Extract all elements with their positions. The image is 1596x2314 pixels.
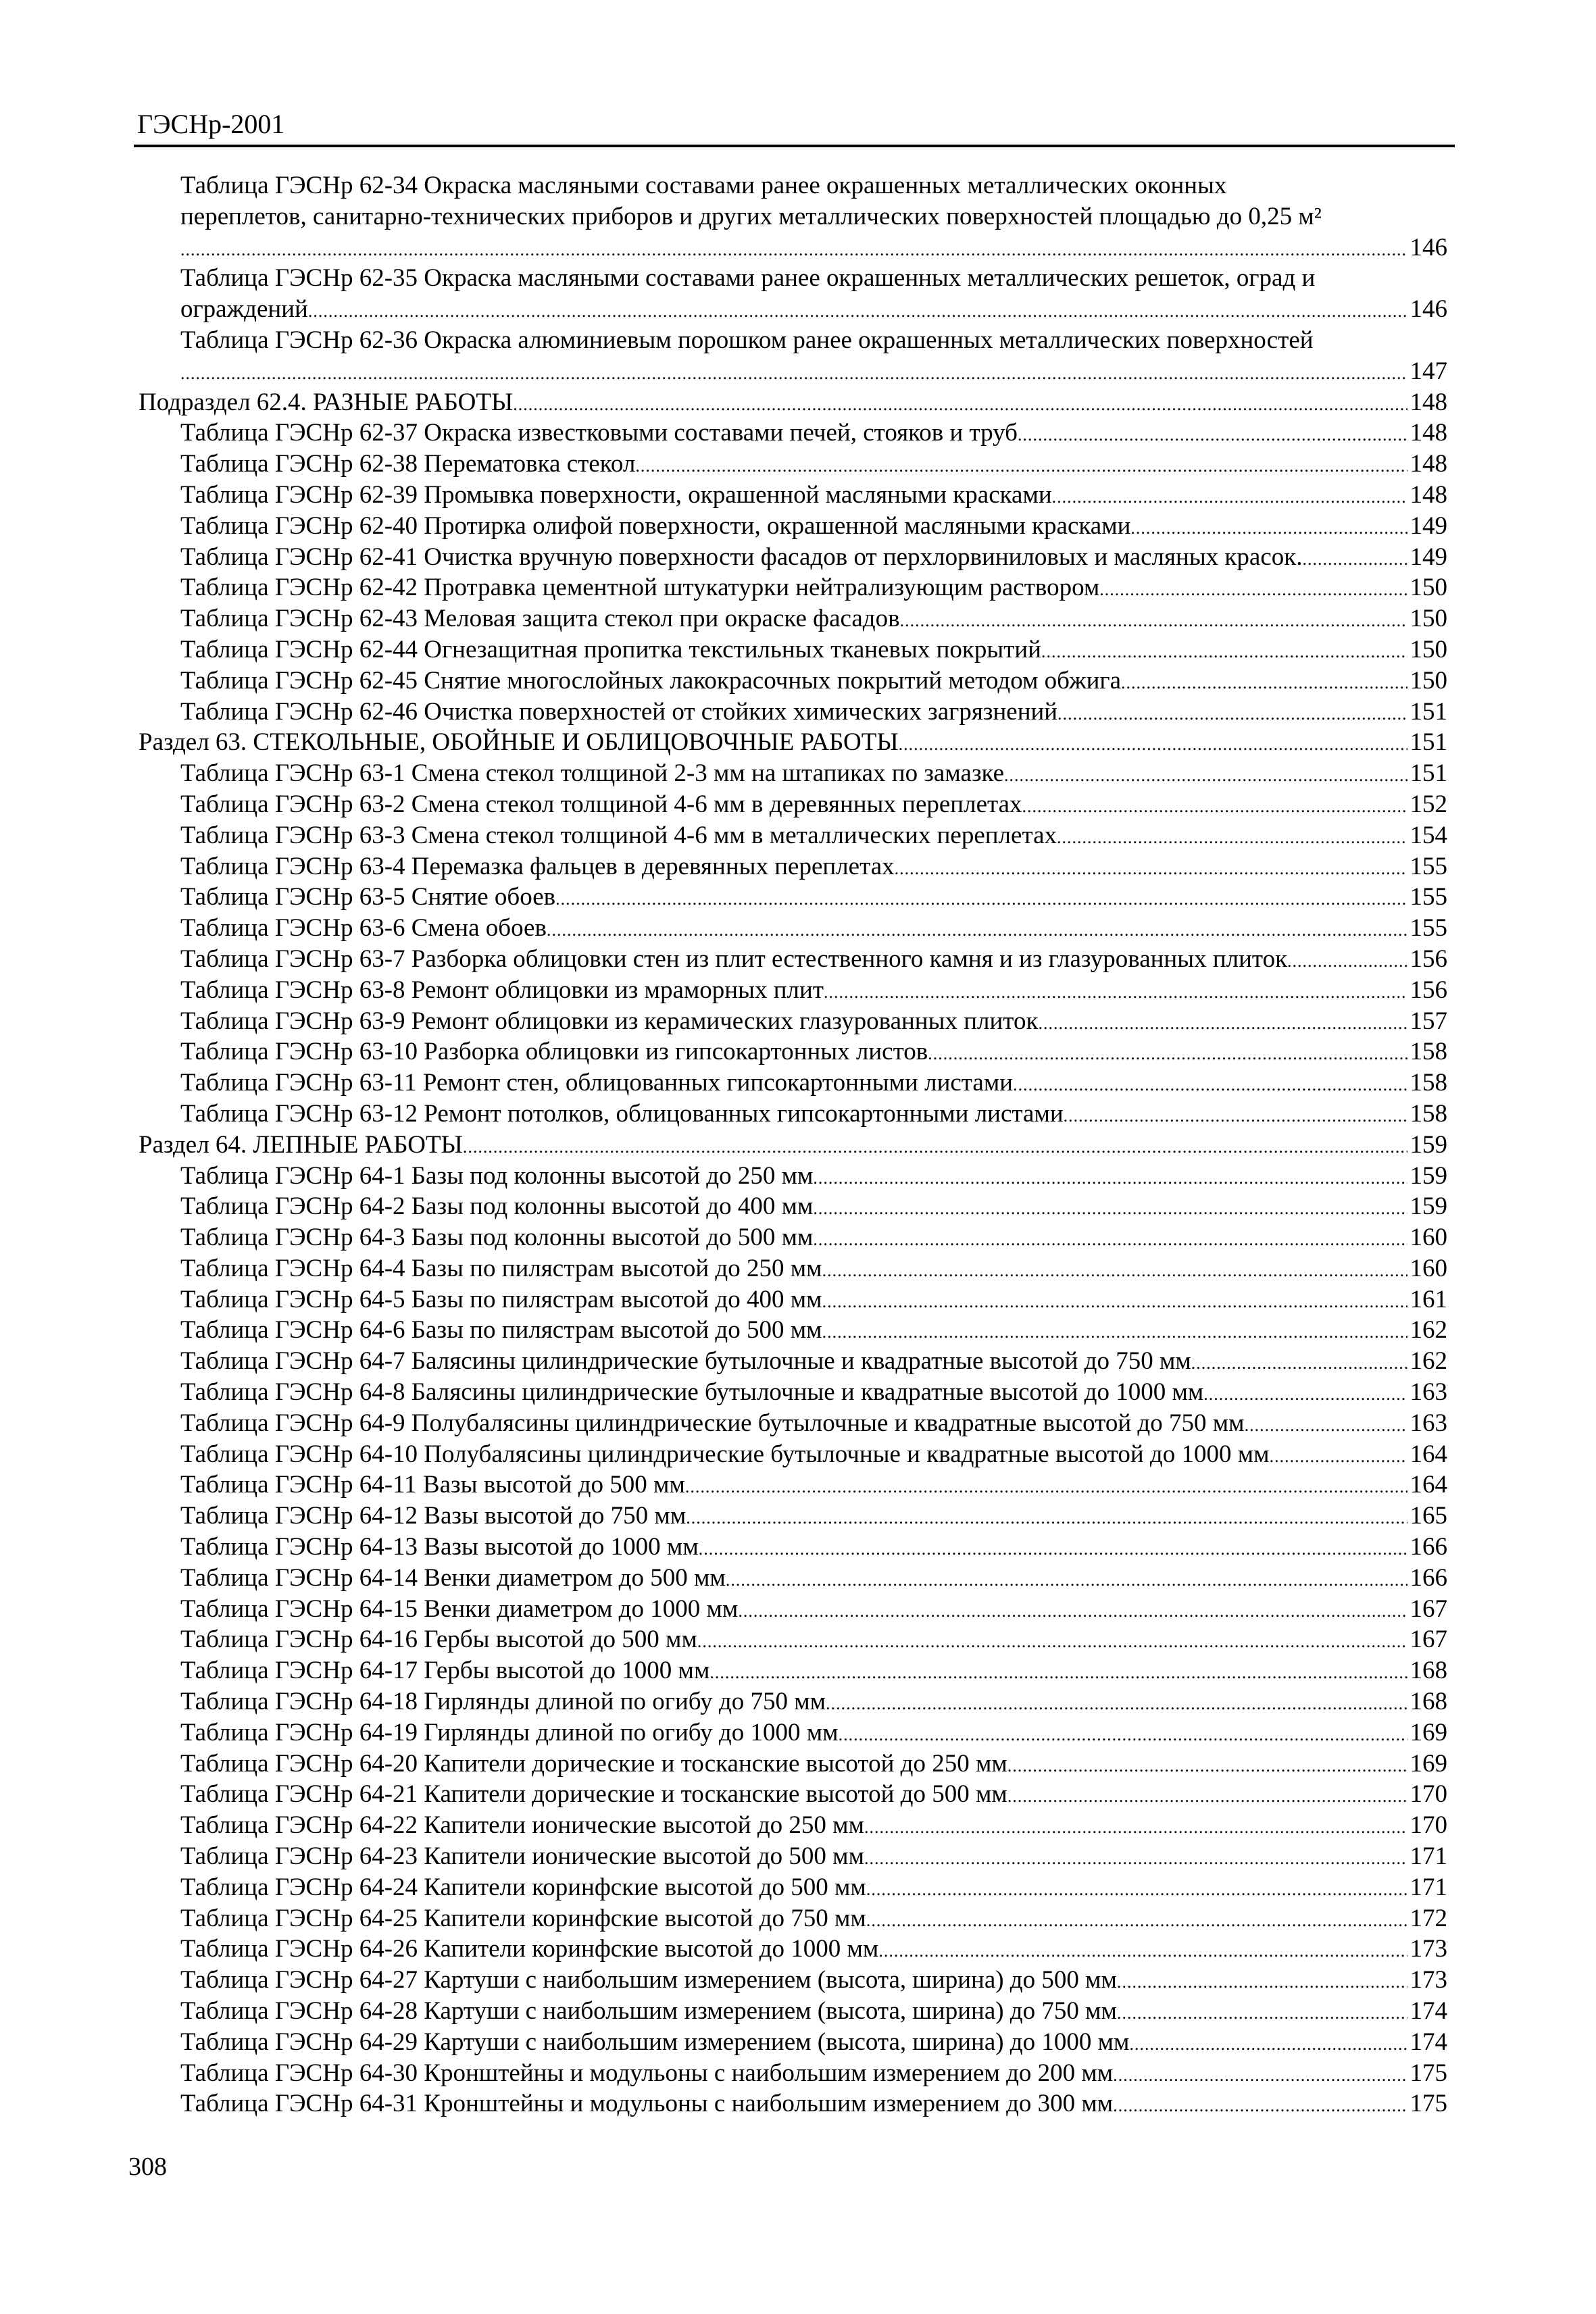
toc-entry-title: Таблица ГЭСНр 63-6 Смена обоев [180, 914, 547, 942]
toc-table-entry[interactable] [139, 1563, 1447, 1594]
toc-table-entry[interactable] [139, 1161, 1447, 1192]
toc-page-number: 170 [1410, 1780, 1447, 1809]
toc-table-entry[interactable] [139, 1779, 1447, 1810]
dot-leader [738, 1596, 1407, 1627]
toc-table-entry[interactable] [139, 789, 1447, 820]
toc-page-number: 166 [1410, 1563, 1447, 1592]
dot-leader [463, 1132, 1407, 1163]
toc-section-entry[interactable] [139, 1130, 1447, 1161]
toc-entry-title: Таблица ГЭСНр 64-7 Балясины цилиндрические бутылочные и квадратные высотой до 750 мм [180, 1347, 1191, 1376]
toc-table-entry[interactable] [139, 1686, 1447, 1717]
dot-leader [864, 1812, 1407, 1843]
dot-leader [1203, 1379, 1407, 1410]
toc-entry-title: Таблица ГЭСНр 62-45 Снятие многослойных лакокрасочных покрытий методом обжига [180, 666, 1122, 695]
toc-entry-title: Таблица ГЭСНр 64-26 Капители коринфские высотой до 1000 мм [180, 1935, 879, 1963]
toc-entry-title: Таблица ГЭСНр 62-46 Очистка поверхностей от стойких химических загрязнений [180, 697, 1058, 726]
toc-table-entry[interactable] [139, 1346, 1447, 1377]
toc-entry-title: ограждений [180, 295, 308, 324]
toc-page-number: 148 [1410, 419, 1447, 447]
dot-leader [1117, 1998, 1407, 2029]
dot-leader [864, 1843, 1407, 1874]
dot-leader [866, 1905, 1407, 1936]
toc-table-entry[interactable] [139, 1655, 1447, 1686]
toc-page-number: 150 [1410, 666, 1447, 695]
toc-entry-title: Таблица ГЭСНр 64-1 Базы под колонны высотой до 250 мм [180, 1161, 814, 1190]
dot-leader [826, 1688, 1407, 1719]
toc-page-number: 155 [1410, 883, 1447, 911]
toc-table-entry[interactable] [139, 1872, 1447, 1903]
toc-page-number: 155 [1410, 914, 1447, 942]
toc-entry-title: Таблица ГЭСНр 64-19 Гирлянды длиной по огибу до 1000 мм [180, 1718, 839, 1746]
toc-table-entry[interactable] [139, 1532, 1447, 1563]
toc-table-entry[interactable] [139, 1067, 1447, 1099]
toc-entry-title: Таблица ГЭСНр 64-5 Базы по пилястрам высотой до 400 мм [180, 1285, 822, 1313]
dot-leader [1057, 699, 1407, 730]
toc-page-number: 173 [1410, 1935, 1447, 1963]
toc-table-entry[interactable] [139, 1036, 1447, 1067]
toc-page-number: 151 [1410, 759, 1447, 788]
toc-entry-title: Таблица ГЭСНр 64-20 Капители дорические и тосканские высотой до 250 мм [180, 1749, 1007, 1778]
toc-table-entry[interactable] [139, 1594, 1447, 1625]
toc-entry-title: Таблица ГЭСНр 63-10 Разборка облицовки из гипсокартонных листов [180, 1038, 928, 1066]
toc-page-number: 169 [1410, 1749, 1447, 1778]
toc-page-number: 160 [1410, 1224, 1447, 1252]
toc-entry-title: Таблица ГЭСНр 64-30 Кронштейны и модульоны с наибольшим измерением до 200 мм [180, 2059, 1114, 2087]
toc-page-number: 150 [1410, 574, 1447, 602]
dot-leader [1113, 2090, 1407, 2121]
toc-table-entry[interactable] [139, 325, 1447, 387]
dot-leader [1041, 636, 1407, 668]
dot-leader [822, 1286, 1407, 1317]
toc-table-entry[interactable] [139, 1222, 1447, 1253]
toc-entry-title: переплетов, санитарно-технических приборов и других металлических поверхностей площадью до 0,25 м² [180, 202, 1322, 230]
toc-entry-title: Таблица ГЭСНр 64-12 Вазы высотой до 750 мм [180, 1502, 687, 1530]
toc-page-number: 171 [1410, 1842, 1447, 1871]
dot-leader [813, 1224, 1407, 1255]
toc-entry-title: Таблица ГЭСНр 64-10 Полубалясины цилиндрические бутылочные и квадратные высотой до 1000 мм [180, 1440, 1270, 1468]
toc-entry-title: Таблица ГЭСНр 62-44 Огнезащитная пропитка текстильных тканевых покрытий [180, 635, 1042, 663]
dot-leader [928, 1038, 1407, 1070]
toc-entry-title: Раздел 63. СТЕКОЛЬНЫЕ, ОБОЙНЫЕ И ОБЛИЦОВОЧНЫЕ РАБОТЫ [139, 728, 899, 757]
toc-page-number: 148 [1410, 388, 1447, 416]
dot-leader [899, 729, 1407, 760]
toc-table-entry[interactable] [139, 1006, 1447, 1037]
toc-entry-title: Таблица ГЭСНр 62-38 Перематовка стекол [180, 450, 636, 478]
toc-table-entry[interactable] [139, 913, 1447, 944]
dot-leader [555, 884, 1407, 915]
toc-table-entry[interactable] [139, 665, 1447, 697]
toc-entry-title: Таблица ГЭСНр 64-9 Полубалясины цилиндрические бутылочные и квадратные высотой до 750 мм [180, 1409, 1245, 1437]
toc-page-number: 151 [1410, 728, 1447, 757]
dot-leader [709, 1657, 1407, 1688]
toc-page-number: 159 [1410, 1192, 1447, 1221]
toc-table-entry[interactable] [139, 944, 1447, 975]
dot-leader [1270, 1441, 1407, 1472]
toc-page-number: 163 [1410, 1378, 1447, 1407]
toc-page-number: 156 [1410, 976, 1447, 1004]
dot-leader [1064, 1101, 1407, 1132]
toc-table-entry[interactable] [139, 418, 1447, 449]
dot-leader [686, 1503, 1407, 1534]
toc-page-number: 158 [1410, 1038, 1447, 1066]
dot-leader [180, 234, 1407, 266]
dot-leader [1022, 791, 1407, 822]
dot-leader [1302, 544, 1407, 575]
toc-table-entry[interactable] [139, 1377, 1447, 1408]
toc-page-number: 164 [1410, 1440, 1447, 1468]
dot-leader [1052, 482, 1407, 513]
toc-entry-title: Таблица ГЭСНр 64-13 Вазы высотой до 1000 мм [180, 1533, 699, 1561]
toc-table-entry[interactable] [139, 1501, 1447, 1532]
dot-leader [308, 296, 1407, 327]
toc-page-number: 161 [1410, 1285, 1447, 1313]
toc-page-number: 159 [1410, 1130, 1447, 1159]
toc-page-number: 146 [1410, 295, 1447, 324]
dot-leader [685, 1472, 1407, 1503]
toc-entry-title: Таблица ГЭСНр 62-42 Протравка цементной штукатурки нейтрализующим раствором [180, 574, 1100, 602]
toc-entry-title: Таблица ГЭСНр 64-8 Балясины цилиндрические бутылочные и квадратные высотой до 1000 мм [180, 1378, 1204, 1407]
toc-table-entry[interactable] [139, 480, 1447, 511]
dot-leader [635, 451, 1407, 482]
toc-page-number: 158 [1410, 1069, 1447, 1097]
toc-entry-title: Таблица ГЭСНр 62-37 Окраска известковыми составами печей, стояков и труб [180, 419, 1018, 447]
toc-table-entry[interactable] [139, 634, 1447, 665]
toc-table-entry[interactable] [139, 511, 1447, 542]
dot-leader [1117, 1967, 1407, 1998]
toc-entry-title: Таблица ГЭСНр 64-31 Кронштейны и модульоны с наибольшим измерением до 300 мм [180, 2090, 1114, 2118]
header-rule [134, 145, 1455, 147]
toc-table-entry[interactable] [139, 572, 1447, 603]
toc-entry-title: Таблица ГЭСНр 62-34 Окраска масляными составами ранее окрашенных металлических оконных [180, 172, 1227, 199]
toc-page-number: 158 [1410, 1099, 1447, 1128]
toc-entry-title: Таблица ГЭСНр 64-11 Вазы высотой до 500 мм [180, 1471, 685, 1499]
toc-table-entry[interactable] [139, 1439, 1447, 1470]
dot-leader [1129, 2029, 1407, 2060]
table-of-contents [139, 170, 1447, 2119]
dot-leader [547, 915, 1407, 946]
dot-leader [697, 1626, 1407, 1657]
toc-entry-title: Таблица ГЭСНр 64-3 Базы под колонны высотой до 500 мм [180, 1224, 814, 1252]
toc-page-number: 167 [1410, 1626, 1447, 1654]
dot-leader [866, 1874, 1407, 1905]
toc-table-entry[interactable] [139, 1469, 1447, 1501]
toc-entry-title: Таблица ГЭСНр 63-8 Ремонт облицовки из мраморных плит [180, 976, 824, 1004]
dot-leader [1004, 760, 1407, 791]
toc-page-number: 174 [1410, 1997, 1447, 2026]
dot-leader [822, 1317, 1407, 1348]
toc-page-number: 175 [1410, 2090, 1447, 2118]
toc-table-entry[interactable] [139, 542, 1447, 573]
toc-page-number: 159 [1410, 1161, 1447, 1190]
dot-leader [1013, 1070, 1407, 1101]
toc-page-number: 152 [1410, 790, 1447, 818]
toc-entry-title: Таблица ГЭСНр 64-6 Базы по пилястрам высотой до 500 мм [180, 1316, 822, 1344]
toc-page-number: 164 [1410, 1471, 1447, 1499]
toc-page-number: 148 [1410, 450, 1447, 478]
toc-table-entry[interactable] [139, 1253, 1447, 1284]
toc-entry-title: Таблица ГЭСНр 64-15 Венки диаметром до 1000 мм [180, 1594, 739, 1623]
toc-table-entry[interactable] [139, 1191, 1447, 1222]
toc-page-number: 168 [1410, 1657, 1447, 1685]
toc-table-entry[interactable] [139, 1810, 1447, 1841]
dot-leader [1191, 1348, 1407, 1379]
toc-entry-title: Таблица ГЭСНр 63-7 Разборка облицовки стен из плит естественного камня и из глазурованных плиток [180, 945, 1288, 973]
dot-leader [1121, 668, 1407, 699]
toc-page-number: 148 [1410, 480, 1447, 509]
toc-entry-title: Раздел 64. ЛЕПНЫЕ РАБОТЫ [139, 1130, 463, 1159]
toc-table-entry[interactable] [139, 851, 1447, 882]
toc-table-entry[interactable] [139, 820, 1447, 851]
toc-table-entry[interactable] [139, 758, 1447, 789]
toc-page-number: 171 [1410, 1873, 1447, 1901]
dot-leader [895, 853, 1407, 884]
toc-entry-title: Таблица ГЭСНр 62-39 Промывка поверхности, окрашенной масляными красками [180, 480, 1052, 509]
dot-leader [726, 1565, 1407, 1596]
toc-page-number: 175 [1410, 2059, 1447, 2087]
toc-entry-title: Таблица ГЭСНр 64-2 Базы под колонны высотой до 400 мм [180, 1192, 814, 1221]
dot-leader [878, 1936, 1407, 1967]
toc-page-number: 146 [1410, 233, 1447, 261]
toc-page-number: 150 [1410, 605, 1447, 633]
toc-page-number: 167 [1410, 1594, 1447, 1623]
toc-table-entry[interactable] [139, 1903, 1447, 1934]
toc-page-number: 162 [1410, 1316, 1447, 1344]
toc-entry-title: Таблица ГЭСНр 64-25 Капители коринфские высотой до 750 мм [180, 1904, 866, 1932]
toc-table-entry[interactable] [139, 1934, 1447, 1965]
running-header: ГЭСНр-2001 [137, 109, 285, 139]
toc-entry-title: Таблица ГЭСНр 64-4 Базы по пилястрам высотой до 250 мм [180, 1254, 822, 1282]
toc-entry-title: Таблица ГЭСНр 62-36 Окраска алюминиевым порошком ранее окрашенных металлических поверхностей [180, 326, 1314, 354]
toc-table-entry[interactable] [139, 1284, 1447, 1315]
dot-leader [900, 605, 1407, 636]
toc-page-number: 151 [1410, 697, 1447, 726]
toc-table-entry[interactable] [139, 975, 1447, 1006]
toc-entry-title: Таблица ГЭСНр 64-16 Гербы высотой до 500 мм [180, 1626, 697, 1654]
toc-section-entry[interactable] [139, 727, 1447, 758]
toc-entry-title: Таблица ГЭСНр 64-28 Картуши с наибольшим измерением (высота, ширина) до 750 мм [180, 1997, 1117, 2026]
toc-entry-title: Таблица ГЭСНр 63-11 Ремонт стен, облицованных гипсокартонными листами [180, 1069, 1014, 1097]
dot-leader [813, 1193, 1407, 1224]
toc-page-number: 172 [1410, 1904, 1447, 1932]
toc-table-entry[interactable] [139, 263, 1447, 325]
toc-table-entry[interactable] [139, 1996, 1447, 2027]
toc-table-entry[interactable] [139, 1099, 1447, 1130]
toc-table-entry[interactable] [139, 1841, 1447, 1872]
toc-page-number: 166 [1410, 1533, 1447, 1561]
dot-leader [1057, 822, 1407, 853]
toc-table-entry[interactable] [139, 1749, 1447, 1780]
dot-leader [1007, 1751, 1407, 1782]
toc-entry-title: Таблица ГЭСНр 63-1 Смена стекол толщиной 2-3 мм на штапиках по замазке [180, 759, 1005, 788]
toc-entry-title: Таблица ГЭСНр 63-12 Ремонт потолков, облицованных гипсокартонными листами [180, 1099, 1064, 1128]
toc-entry-title: Таблица ГЭСНр 63-4 Перемазка фальцев в деревянных переплетах [180, 852, 895, 880]
toc-entry-title: Таблица ГЭСНр 63-3 Смена стекол толщиной 4-6 мм в металлических переплетах [180, 821, 1057, 849]
toc-page-number: 169 [1410, 1718, 1447, 1746]
dot-leader [1130, 513, 1407, 544]
toc-entry-title: Таблица ГЭСНр 64-27 Картуши с наибольшим измерением (высота, ширина) до 500 мм [180, 1966, 1117, 1994]
dot-leader [1038, 1008, 1407, 1039]
toc-entry-title: Таблица ГЭСНр 64-24 Капители коринфские высотой до 500 мм [180, 1873, 866, 1901]
toc-entry-title: Таблица ГЭСНр 64-22 Капители ионические высотой до 250 мм [180, 1811, 864, 1840]
toc-entry-title: Таблица ГЭСНр 64-23 Капители ионические высотой до 500 мм [180, 1842, 864, 1871]
toc-page-number: 162 [1410, 1347, 1447, 1376]
dot-leader [822, 1255, 1407, 1286]
toc-table-entry[interactable] [139, 1408, 1447, 1439]
dot-leader [839, 1719, 1407, 1751]
toc-entry-title: Таблица ГЭСНр 63-5 Снятие обоев [180, 883, 556, 911]
toc-table-entry[interactable] [139, 2027, 1447, 2058]
dot-leader [813, 1163, 1407, 1194]
toc-entry-title: Таблица ГЭСНр 64-21 Капители дорические и тосканские высотой до 500 мм [180, 1780, 1007, 1809]
toc-table-entry[interactable] [139, 882, 1447, 913]
toc-entry-title: Таблица ГЭСНр 64-14 Венки диаметром до 500 мм [180, 1563, 726, 1592]
toc-page-number: 149 [1410, 543, 1447, 571]
toc-page-number: 174 [1410, 2028, 1447, 2056]
toc-page-number: 157 [1410, 1007, 1447, 1035]
toc-table-entry[interactable] [139, 2058, 1447, 2089]
dot-leader [180, 358, 1407, 389]
dot-leader [824, 977, 1407, 1008]
page-number: 308 [128, 2153, 167, 2181]
toc-page-number: 168 [1410, 1688, 1447, 1716]
toc-section-entry[interactable] [139, 387, 1447, 418]
dot-leader [1007, 1781, 1407, 1812]
toc-table-entry[interactable] [139, 1315, 1447, 1346]
toc-entry-title: Таблица ГЭСНр 64-17 Гербы высотой до 1000 мм [180, 1657, 710, 1685]
toc-page-number: 154 [1410, 821, 1447, 849]
toc-entry-title: Таблица ГЭСНр 63-9 Ремонт облицовки из керамических глазурованных плиток [180, 1007, 1039, 1035]
toc-table-entry[interactable] [139, 1717, 1447, 1749]
toc-page-number: 170 [1410, 1811, 1447, 1840]
toc-entry-title: Таблица ГЭСНр 62-41 Очистка вручную поверхности фасадов от перхлорвиниловых и масляных красок. [180, 543, 1303, 571]
dot-leader [1287, 946, 1407, 977]
toc-entry-title: Таблица ГЭСНр 62-43 Меловая защита стекол при окраске фасадов [180, 605, 900, 633]
toc-page-number: 147 [1410, 357, 1447, 385]
dot-leader [1099, 574, 1407, 605]
toc-page-number: 150 [1410, 635, 1447, 663]
toc-entry-title: Подраздел 62.4. РАЗНЫЕ РАБОТЫ [139, 388, 514, 416]
toc-entry-title: Таблица ГЭСНр 63-2 Смена стекол толщиной 4-6 мм в деревянных переплетах [180, 790, 1022, 818]
toc-table-entry[interactable] [139, 1624, 1447, 1655]
toc-entry-title: Таблица ГЭСНр 62-40 Протирка олифой поверхности, окрашенной масляными красками [180, 511, 1131, 540]
dot-leader [699, 1534, 1407, 1565]
toc-entry-title: Таблица ГЭСНр 64-29 Картуши с наибольшим измерением (высота, ширина) до 1000 мм [180, 2028, 1130, 2056]
toc-table-entry[interactable] [139, 449, 1447, 480]
toc-page-number: 160 [1410, 1254, 1447, 1282]
toc-page-number: 156 [1410, 945, 1447, 973]
toc-table-entry[interactable] [139, 1965, 1447, 1996]
toc-entry-title: Таблица ГЭСНр 62-35 Окраска масляными составами ранее окрашенных металлических решеток, оград и [180, 264, 1316, 293]
toc-page-number: 155 [1410, 852, 1447, 880]
toc-table-entry[interactable] [139, 170, 1447, 263]
toc-table-entry[interactable] [139, 603, 1447, 634]
toc-page-number: 149 [1410, 511, 1447, 540]
toc-page-number: 173 [1410, 1966, 1447, 1994]
dot-leader [1113, 2060, 1407, 2091]
dot-leader [1245, 1410, 1407, 1441]
toc-entry-title: Таблица ГЭСНр 64-18 Гирлянды длиной по огибу до 750 мм [180, 1688, 826, 1716]
toc-page-number: 163 [1410, 1409, 1447, 1437]
toc-table-entry[interactable] [139, 697, 1447, 728]
toc-table-entry[interactable] [139, 2088, 1447, 2119]
dot-leader [513, 389, 1407, 420]
dot-leader [1018, 420, 1407, 451]
toc-page-number: 165 [1410, 1502, 1447, 1530]
